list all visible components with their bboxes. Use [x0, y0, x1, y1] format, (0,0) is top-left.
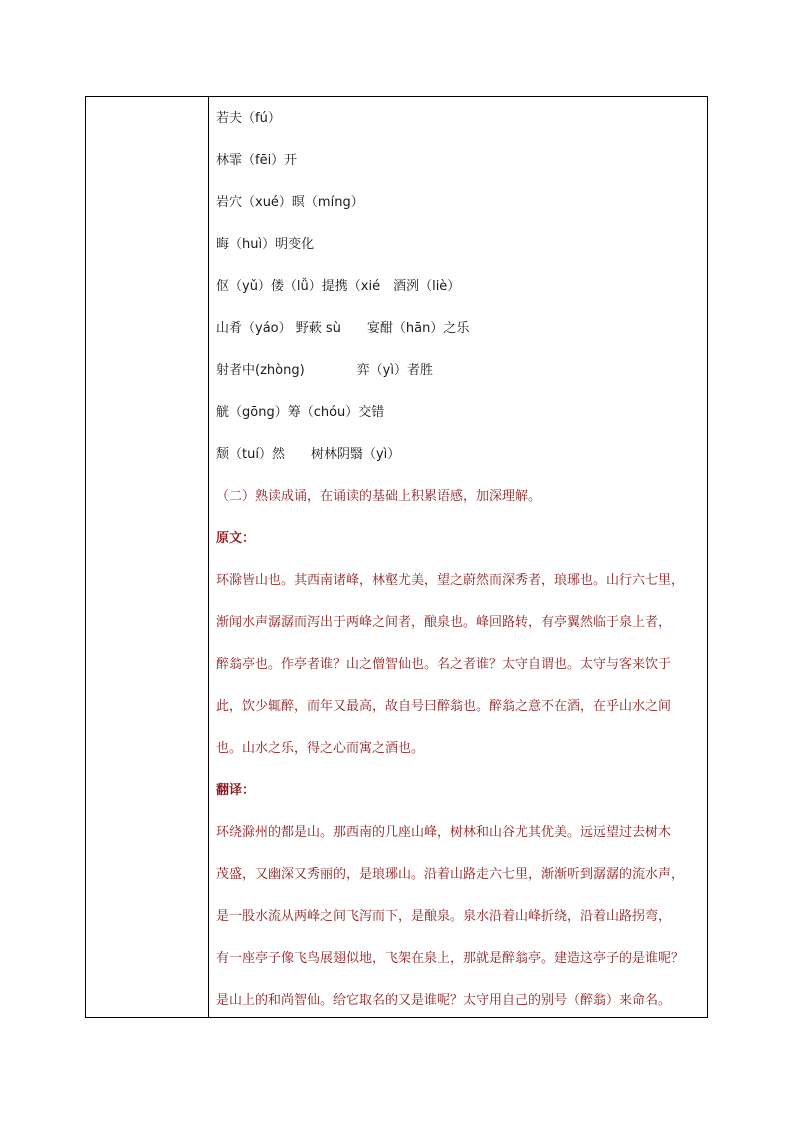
original-line: 此，饮少辄醉，而年又最高，故自号曰醉翁也。醉翁之意不在酒，在乎山水之间 — [216, 699, 672, 714]
content-table — [85, 96, 708, 1018]
vocab-line: 林霏（fēi）开 — [216, 153, 298, 168]
vocab-line: 山肴（yáo） 野蔌 sù 宴酣（hān）之乐 — [216, 321, 470, 336]
original-label: 原文： — [216, 531, 256, 546]
translation-line: 茂盛，又幽深又秀丽的，是琅琊山。沿着山路走六七里，渐渐听到潺潺的流水声， — [216, 867, 685, 882]
vocab-line: 射者中(zhòng) 弈（yì）者胜 — [216, 363, 433, 378]
left-cell — [86, 97, 208, 1017]
original-line: 渐闻水声潺潺而泻出于两峰之间者，酿泉也。峰回路转，有亭翼然临于泉上者， — [216, 615, 672, 630]
original-line: 环滁皆山也。其西南诸峰，林壑尤美，望之蔚然而深秀者，琅琊也。山行六七里， — [216, 573, 685, 588]
vocab-line: 伛（yǔ）偻（lǚ）提携（xié 酒洌（liè） — [216, 279, 461, 294]
translation-line: 是山上的和尚智仙。给它取名的又是谁呢？太守用自己的别号（醉翁）来命名。 — [216, 993, 672, 1008]
translation-label: 翻译： — [216, 783, 256, 798]
right-cell — [216, 97, 701, 1017]
vocab-line: 觥（gōng）筹（chóu）交错 — [216, 405, 385, 420]
translation-line: 有一座亭子像飞鸟展翅似地，飞架在泉上，那就是醉翁亭。建造这亭子的是谁呢？ — [216, 951, 685, 966]
original-line: 也。山水之乐，得之心而寓之酒也。 — [216, 741, 425, 756]
vocab-line: 岩穴（xué）暝（míng） — [216, 195, 364, 210]
original-line: 醉翁亭也。作亭者谁？山之僧智仙也。名之者谁？太守自谓也。太守与客来饮于 — [216, 657, 672, 672]
section-heading: （二）熟读成诵，在诵读的基础上积累语感，加深理解。 — [216, 489, 542, 504]
vocab-line: 若夫（fú） — [216, 111, 281, 126]
vocab-line: 颓（tuí）然 树林阴翳（yì） — [216, 447, 401, 462]
vocab-line: 晦（huì）明变化 — [216, 237, 315, 252]
column-divider — [208, 97, 209, 1017]
translation-line: 是一股水流从两峰之间飞泻而下，是酿泉。泉水沿着山峰折绕，沿着山路拐弯， — [216, 909, 672, 924]
translation-line: 环绕滁州的都是山。那西南的几座山峰，树林和山谷尤其优美。远远望过去树木 — [216, 825, 672, 840]
